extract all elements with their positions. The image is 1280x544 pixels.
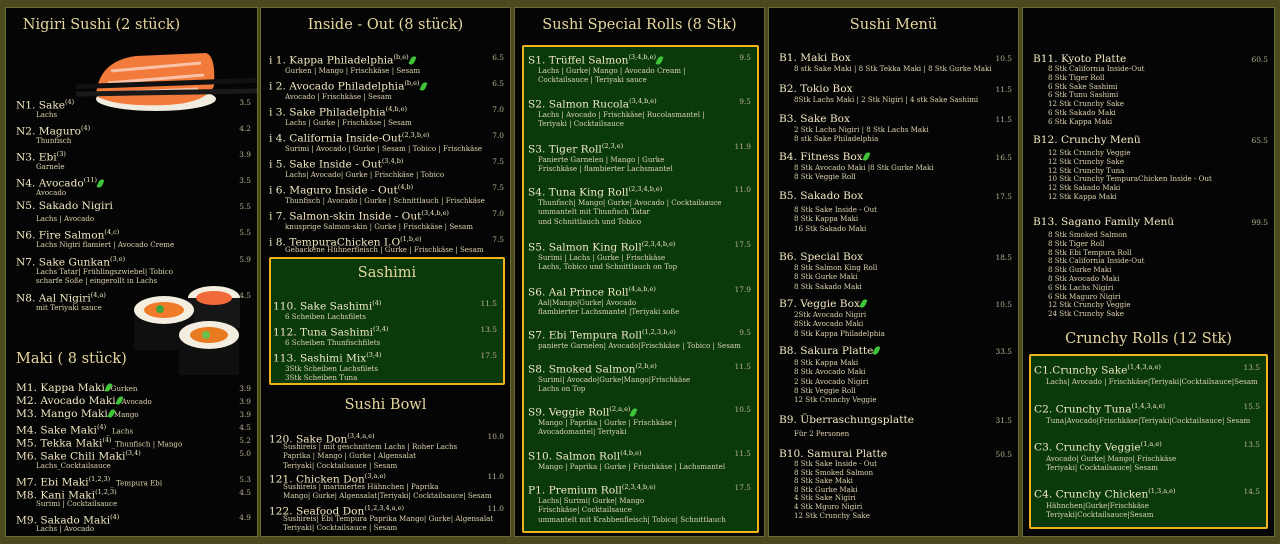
item-name: N2. Maguro$^{(4)}$ <box>16 124 91 138</box>
item-description: Lachs| Surimi| Gurke| Mango Frischkäse| Cocktailsauce ummantelt mit Krabbenfleisch| Tobico| Schnittlauch <box>538 496 726 524</box>
item-price: 31.5 <box>995 416 1012 425</box>
item-description: 8 stk Sake Maki | 8 Stk Tekka Maki | 8 Stk Gurke Maki <box>794 64 992 73</box>
item-description: knusprige Salmon-skin | Gurke | Frischkäse | Sesam <box>285 222 473 231</box>
allergen-codes: (1,2,3) <box>88 475 111 483</box>
item-description: Lachs | Gurke| Mango | Avocado Cream | Cocktailsauce | Teriyaki sauce <box>538 66 686 85</box>
item-name: 110. Sake Sashimi$^{(4)}$ <box>273 299 382 313</box>
item-price: 7.5 <box>492 183 504 192</box>
allergen-codes: (4) <box>372 299 382 307</box>
item-description: 8Stk Lachs Maki | 2 Stk Nigiri | 4 stk Sake Sashimi <box>794 95 979 104</box>
item-description: Sushireis | mit geschnittem Lachs | Roher Lachs Paprika | Mango | Gurke | Algensalat Teriyaki| Cocktailsauce | Sesam <box>283 442 458 470</box>
panel-nigiri <box>5 7 258 537</box>
item-price: 7.0 <box>492 131 504 140</box>
item-description: Lachs Nigiri flamiert | Avocado Creme <box>36 240 175 249</box>
item-name: C4. Crunchy Chicken$^{(1,3,a,e)}$ <box>1034 487 1176 501</box>
item-name: M5. Tekka Maki$^{(4)}$_Thunfisch | Mango <box>16 436 183 450</box>
item-price: 17.5 <box>734 240 751 249</box>
item-price: 7.5 <box>492 157 504 166</box>
item-name: S6. Aal Prince Roll$^{(4,a,b,e)}$ <box>528 285 656 299</box>
item-name: i 2. Avocado Philadelphia$^{(b,e)}$ <box>269 77 426 94</box>
item-description: 6 Scheiben Lachsfilets <box>285 312 367 321</box>
item-price: 11.5 <box>995 115 1012 124</box>
item-description: 8 Stk Avocado Maki |8 Stk Gurke Maki 8 Stk Veggie Roll <box>794 163 934 182</box>
item-price: 33.5 <box>995 347 1012 356</box>
allergen-codes: (1,2,3,b,e) <box>642 328 676 336</box>
allergen-codes: (2,3,b,e) <box>401 131 430 139</box>
item-price: 11.9 <box>734 142 751 151</box>
item-name: S7. Ebi Tempura Roll$^{(1,2,3,b,e)}$ <box>528 328 676 342</box>
item-price: 9.5 <box>739 97 751 106</box>
item-description: Sushireis| Ebi Tempura Paprika Mango| Gurke| Algensalat Teriyaki| Cocktailsauce | Sesam <box>283 514 494 533</box>
item-description: Avocado| Gurke| Mango| Frischkäse Teriyaki| Cocktailsauce| Sesam <box>1046 454 1177 473</box>
allergen-codes: (2,3,e) <box>601 142 624 150</box>
allergen-codes: (11) <box>83 176 98 184</box>
item-description: _Thunfisch | Mango <box>111 439 183 449</box>
item-name: M8. Kani Maki$^{(1,2,3)}$ <box>16 488 117 502</box>
item-name: 113. Sashimi Mix$^{(3,4)}$ <box>273 351 382 365</box>
item-price: 14.5 <box>1243 487 1260 496</box>
allergen-codes: (4) <box>80 124 91 132</box>
item-name: B8. Sakura Platte <box>779 345 879 358</box>
item-name: B12. Crunchy Menü <box>1033 134 1141 146</box>
item-description: Mango <box>113 410 139 419</box>
item-name: 120. Sake Don$^{(3,4,a,e)}$ <box>269 432 375 446</box>
item-description: Lachs Tatar| Frühlingszwiebel| Tobico scharfe Soße | eingerollt in Lachs <box>36 267 174 286</box>
menu-title: Sushi Menü <box>849 17 938 33</box>
item-description: 3Stk Scheiben Lachsfilets 3Stk Scheiben Tuna <box>285 364 379 383</box>
item-description: Gurken | Mango | Frischkäse | Sesam <box>285 66 421 75</box>
item-description: panierte Garnelen| Avocado|Frischkäse | Tobico | Sesam <box>538 341 741 350</box>
item-price: 18.5 <box>995 253 1012 262</box>
allergen-codes: (3) <box>56 150 66 158</box>
item-price: 65.5 <box>1251 136 1268 145</box>
allergen-codes: (4,a) <box>90 291 106 299</box>
item-description: Avocado <box>36 188 67 197</box>
allergen-codes: (4) <box>65 98 75 106</box>
item-description: Thunfisch <box>36 136 72 145</box>
vegan-leaf-icon <box>97 178 105 188</box>
vegan-leaf-icon <box>408 55 416 65</box>
item-name: 122. Seafood Don$^{(1,2,3,4,a,e)}$ <box>269 504 404 518</box>
item-description: 8 Stk Sake Inside - Out 8 Stk Smoked Salmon 8 Stk Sake Maki 8 Stk Gurke Maki 4 Stk Sake Nigiri 4 Stk Mguro Nigiri 12 Stk Crunchy Sake <box>794 459 878 520</box>
item-name: B3. Sake Box <box>779 113 851 125</box>
item-name: i 7. Salmon-skin Inside - Out$^{(3,4,b,e)}$ <box>269 209 449 223</box>
item-description: Gurken <box>110 384 138 393</box>
item-price: 11.0 <box>487 472 504 481</box>
item-name: 112. Tuna Sashimi$^{(3,4)}$ <box>273 325 389 339</box>
item-name: i 6. Maguro Inside - Out$^{(4,b)}$ <box>269 183 414 197</box>
item-name: M6. Sake Chili Maki$^{(3,4)}$ <box>16 449 141 463</box>
item-name: S3. Tiger Roll$^{(2,3,e)}$ <box>528 142 624 156</box>
crunchy-title: Crunchy Rolls (12 Stk) <box>1065 331 1232 347</box>
item-name: S8. Smoked Salmon$^{(2,b,e)}$ <box>528 362 657 376</box>
item-name: N7. Sake Gunkan$^{(3,e)}$ <box>16 255 126 269</box>
item-name: C1.Crunchy Sake$^{(1,4,3,a,e)}$ <box>1034 363 1161 377</box>
item-price: 10.5 <box>734 405 751 414</box>
item-name: B13. Sagano Family Menü <box>1033 216 1175 228</box>
item-price: 11.5 <box>995 85 1012 94</box>
item-name: B9. Überraschungsplatte <box>779 414 915 426</box>
panel-special-rolls <box>514 7 765 537</box>
item-name: M7. Ebi Maki$^{(1,2,3)}$_ Tempura Ebi <box>16 475 163 489</box>
item-price: 5.3 <box>239 475 251 484</box>
item-name: S4. Tuna King Roll$^{(2,3,4,b,e)}$ <box>528 185 663 199</box>
allergen-codes: (4,c) <box>104 228 120 236</box>
vegan-leaf-icon <box>419 81 427 91</box>
item-price: 11.5 <box>734 362 751 371</box>
item-description: Lachs <box>36 110 58 119</box>
item-description: Surimi| Avocado|Gurke|Mango|Frischkäse Lachs on Top <box>538 375 691 394</box>
item-price: 3.5 <box>239 98 251 107</box>
item-name: M3. Mango Maki Mango <box>16 408 139 420</box>
special-box <box>522 45 759 533</box>
item-name: M9. Sakado Maki$^{(4)}$ <box>16 513 120 527</box>
item-price: 6.5 <box>492 53 504 62</box>
allergen-codes: (2,3,4,b,e) <box>621 483 656 491</box>
item-description: Gebackene Hühnerfleisch | Gurke | Frischkäse | Sesam <box>285 245 484 254</box>
item-description: Avocado <box>121 397 152 406</box>
item-price: 11.0 <box>487 504 504 513</box>
allergen-codes: (3,4) <box>125 449 141 457</box>
item-price: 17.5 <box>995 192 1012 201</box>
item-price: 3.9 <box>239 384 251 393</box>
allergen-codes: (4,b,e) <box>385 105 408 113</box>
allergen-codes: (3,4) <box>366 351 382 359</box>
item-name: N5. Sakado Nigiri <box>16 200 113 212</box>
item-description: Lachs | Avocado <box>36 524 95 533</box>
item-description: Lachs | Avocado <box>36 214 95 223</box>
allergen-codes: (1,2,3,4,a,e) <box>364 504 404 512</box>
item-price: 5.5 <box>239 228 251 237</box>
item-description: Mango | Paprika | Gurke | Frischkäse | Lachsmantel <box>538 462 726 471</box>
item-price: 11.5 <box>734 449 751 458</box>
allergen-codes: (3,4,a,e) <box>347 432 375 440</box>
item-description: Lachs| Avocado| Gurke | Frischkäse | Tobico <box>285 170 445 179</box>
item-description: 8 Stk Sake Inside - Out 8 Stk Kappa Maki 16 Stk Sakado Maki <box>794 205 878 233</box>
platter-list <box>1033 53 1275 333</box>
vegan-leaf-icon <box>873 345 881 355</box>
inside-list <box>269 51 511 261</box>
allergen-codes: (b,e) <box>404 79 420 87</box>
allergen-codes: (1,2,3) <box>95 488 117 496</box>
item-price: 3.9 <box>239 397 251 406</box>
item-name: S9. Veggie Roll$^{(2,a,e)}$ <box>528 403 636 420</box>
item-description: Hähnchen|Gurke|Frischkäse Teriyaki|Cocktailsauce|Sesam <box>1046 501 1154 520</box>
bowl-list <box>269 430 511 535</box>
item-price: 99.5 <box>1251 218 1268 227</box>
item-name: i 4. California Inside-Out$^{(2,3,b,e)}$ <box>269 131 430 145</box>
allergen-codes: (2,3,4,b,e) <box>641 240 676 248</box>
vegan-leaf-icon <box>630 407 638 417</box>
item-description: Avocado | Frischkäse | Sesam <box>285 92 392 101</box>
item-description: Für 2 Personen <box>794 429 850 438</box>
item-description: Garnele <box>36 162 65 171</box>
item-name: N3. Ebi$^{(3)}$ <box>16 150 66 164</box>
allergen-codes: (4,b) <box>397 183 414 191</box>
item-description: Thunfisch| Mango| Gurke| Avocado | Cocktailsauce ummantelt mit Thunfisch Tatar und Schnittlauch und Tobico <box>538 198 722 226</box>
item-description: Lachs| Avocado | Frischkäse|Teriyaki|Cocktailsauce|Sesam <box>1046 377 1258 386</box>
item-price: 3.9 <box>239 150 251 159</box>
item-price: 13.5 <box>480 325 497 334</box>
allergen-codes: (1,b,e) <box>400 235 422 243</box>
allergen-codes: (4,a,b,e) <box>628 285 656 293</box>
item-name: i 8. TempuraChicken $I.O^{(1,b,e)}$ <box>269 235 422 249</box>
item-name: B2. Tokio Box <box>779 83 853 95</box>
item-price: 4.5 <box>239 488 251 497</box>
item-description: 8 Stk Smoked Salmon 8 Stk Tiger Roll 8 Stk Ebi Tempura Roll 8 Stk California Inside-Out 8 Stk Gurke Maki 8 Stk Avocado Maki 6 Stk Lachs Nigiri 6 Stk Maguro Nigiri 12 Stk Crunchy Veggie 24 Stk Crunchy Sake <box>1048 230 1145 319</box>
allergen-codes: (4,b,e) <box>620 449 642 457</box>
item-description: Thunfisch | Avocado | Gurke | Schnittlauch | Frischkäse <box>285 196 485 205</box>
item-description: Surimi | Cocktailsauce <box>36 499 118 508</box>
allergen-codes: (4) <box>96 423 107 431</box>
maki-title: Maki ( 8 stück) <box>16 351 127 367</box>
item-price: 3.9 <box>239 410 251 419</box>
item-description: 2Stk Avocado Nigiri 8Stk Avocado Maki 8 Stk Kappa Philadelphia <box>794 310 885 338</box>
item-name: S2. Salmon Rucola$^{(3,4,b,e)}$ <box>528 97 657 111</box>
allergen-codes: (b,e) <box>393 53 409 61</box>
allergen-codes: (1,a,e) <box>1140 440 1162 448</box>
allergen-codes: (1,3,a,e) <box>1148 487 1176 495</box>
panel-sushi-menu <box>768 7 1019 537</box>
item-price: 9.5 <box>739 53 751 62</box>
item-description: 12 Stk Crunchy Veggie 12 Stk Crunchy Sake 12 Stk Crunchy Tuna 10 Stk Crunchy TempuraChicken Inside - Out 12 Stk Sakado Maki 12 Stk Kappa Maki <box>1048 148 1212 201</box>
item-name: S5. Salmon King Roll$^{(2,3,4,b,e)}$ <box>528 240 676 254</box>
item-price: 17.5 <box>734 483 751 492</box>
item-description: Sushireis | mariniertes Hähnchen | Paprika Mango| Gurke| Algensalat|Teriyaki| Cocktailsauce| Sesam <box>283 482 492 501</box>
item-price: 10.0 <box>487 432 504 441</box>
allergen-codes: (4) <box>110 513 120 521</box>
item-name: C3. Crunchy Veggie$^{(1,a,e)}$ <box>1034 440 1162 454</box>
allergen-codes: (3,a,e) <box>364 472 386 480</box>
bowl-title: Sushi Bowl <box>344 397 427 413</box>
allergen-codes: (3,4,b) <box>381 157 404 165</box>
sashimi-box <box>269 257 505 385</box>
item-price: 16.5 <box>995 153 1012 162</box>
item-name: i 5. Sake Inside - Out$^{(3,4,b)}$ <box>269 157 404 171</box>
item-price: 4.2 <box>239 124 251 133</box>
item-description: 8 Stk Salmon King Roll 8 Stk Gurke Maki 8 Stk Sakado Maki <box>794 263 878 291</box>
item-description: Lachs_Cocktailsauce <box>36 461 111 470</box>
item-description: Surimi | Avocado | Gurke | Sesam | Tobico | Frischkäse <box>285 144 483 153</box>
item-price: 5.0 <box>239 449 251 458</box>
allergen-codes: (1,4,3,a,e) <box>1127 363 1161 371</box>
item-name: M1. Kappa Maki Gurken <box>16 382 138 394</box>
item-description: Tuna|Avocado|Frischkäse|Teriyaki|Cocktailsauce| Sesam <box>1046 416 1251 425</box>
item-price: 13.5 <box>1243 440 1260 449</box>
item-description: 2 Stk Lachs Nigiri | 8 Stk Lachs Maki 8 stk Sake Philadelphia <box>794 125 929 144</box>
item-price: 17.9 <box>734 285 751 294</box>
item-name: B5. Sakado Box <box>779 190 864 202</box>
item-name: B6. Special Box <box>779 251 864 263</box>
item-price: 5.5 <box>239 202 251 211</box>
item-name: B10. Samurai Platte <box>779 448 888 460</box>
item-name: P1. Premium Roll$^{(2,3,4,b,e)}$ <box>528 483 656 497</box>
item-price: 10.5 <box>995 300 1012 309</box>
allergen-codes: (2,b,e) <box>635 362 657 370</box>
item-price: 4.5 <box>239 423 251 432</box>
allergen-codes: (3,e) <box>110 255 126 263</box>
item-name: S1. Trüffel Salmon$^{(3,4,b,e)}$ <box>528 51 662 68</box>
item-name: N8. Aal Nigiri$^{(4,a)}$ <box>16 291 106 305</box>
item-price: 7.5 <box>492 235 504 244</box>
item-description: Mango | Paprika | Gurke | Frischkäse | Avocadomantel| Teriyaki <box>538 418 677 437</box>
item-price: 15.5 <box>1243 402 1260 411</box>
panel-platters <box>1022 7 1275 537</box>
item-name: N1. Sake$^{(4)}$ <box>16 98 75 112</box>
item-description: 8 Stk California Inside-Out 8 Stk Tiger Roll 6 Stk Sake Sashimi 6 Stk Tunu Sashimi 12 Stk Crunchy Sake 6 Stk Sakado Maki 6 Stk Kappa Maki <box>1048 64 1145 126</box>
inside-title: Inside - Out (8 stück) <box>307 17 464 33</box>
item-description: 6 Scheiben Thunfischfilets <box>285 338 381 347</box>
item-price: 7.0 <box>492 105 504 114</box>
item-price: 5.9 <box>239 255 251 264</box>
item-price: 17.5 <box>480 351 497 360</box>
maki-list <box>16 382 258 532</box>
item-description: Lachs | Avocado | Frischkäse| Rucolasmantel | Teriyaki | Cocktailsauce <box>538 110 705 129</box>
special-title: Sushi Special Rolls (8 Stk) <box>542 17 737 33</box>
item-name: B11. Kyoto Platte <box>1033 53 1127 65</box>
item-name: 121. Chicken Don$^{(3,a,e)}$ <box>269 472 386 486</box>
item-name: N6. Fire Salmon$^{(4,c)}$ <box>16 228 120 242</box>
item-name: B7. Veggie Box <box>779 298 866 311</box>
nigiri-title: Nigiri Sushi (2 stück) <box>22 17 181 33</box>
crunchy-box <box>1029 354 1268 529</box>
item-price: 4.5 <box>239 291 251 300</box>
item-price: 13.5 <box>1243 363 1260 372</box>
panel-inside-out <box>260 7 511 537</box>
item-price: 4.9 <box>239 513 251 522</box>
allergen-codes: (2,3,4,b,e) <box>628 185 663 193</box>
item-description: 8 Stk Kappa Maki 8 Stk Avocado Maki 2 Stk Avocado Nigiri 8 Stk Veggie Roll 12 Stk Crunchy Veggie <box>794 358 877 405</box>
vegan-leaf-icon <box>860 298 868 308</box>
item-price: 9.5 <box>739 328 751 337</box>
vegan-leaf-icon <box>656 55 664 65</box>
allergen-codes: (3,4,b,e) <box>628 53 657 61</box>
item-description: Aal|Mango|Gurke| Avocado flambierter Lachsmantel |Teriyaki soße <box>538 298 680 317</box>
item-price: 50.5 <box>995 450 1012 459</box>
item-name: i 3. Sake Philadelphia$^{(4,b,e)}$ <box>269 105 408 119</box>
item-price: 5.2 <box>239 436 251 445</box>
allergen-codes: (3,4,b,e) <box>421 209 449 217</box>
item-name: C2. Crunchy Tuna$^{(1,4,3,a,e)}$ <box>1034 402 1166 416</box>
item-price: 60.5 <box>1251 55 1268 64</box>
item-name: N4. Avocado$^{(11)}$ <box>16 174 103 191</box>
item-description: Lachs | Gurke | Frischkäse | Sesam <box>285 118 412 127</box>
item-name: B1. Maki Box <box>779 52 851 64</box>
item-price: 10.5 <box>995 54 1012 63</box>
item-price: 3.5 <box>239 176 251 185</box>
item-description: _ Tempura Ebi <box>110 478 163 488</box>
item-price: 6.5 <box>492 79 504 88</box>
item-name: B4. Fitness Box <box>779 151 869 164</box>
allergen-codes: (4) <box>102 436 112 444</box>
vegan-leaf-icon <box>862 151 870 161</box>
item-name: M2. Avocado Maki Avocado <box>16 395 152 407</box>
item-description: Panierte Garnelen | Mango | Gurke Frischkäse | flambierter Lachsmantel <box>538 155 673 174</box>
item-name: S10. Salmon Roll$^{(4,b,e)}$ <box>528 449 642 463</box>
item-price: 7.0 <box>492 209 504 218</box>
allergen-codes: (1,4,3,a,e) <box>1131 402 1166 410</box>
item-name: i 1. Kappa Philadelphia$^{(b,e)}$ <box>269 51 415 68</box>
item-description: Surimi | Lachs | Gurke | Frischkäse Lachs, Tobico und Schnittlauch on Top <box>538 253 678 272</box>
allergen-codes: (2,a,e) <box>609 405 631 413</box>
sashimi-title: Sashimi <box>357 265 417 281</box>
item-name: M4. Sake Maki$^{(4)}$_ Lachs <box>16 423 134 437</box>
nigiri-list <box>16 96 258 326</box>
allergen-codes: (3,4,b,e) <box>629 97 657 105</box>
allergen-codes: (3,4) <box>373 325 389 333</box>
item-price: 11.0 <box>734 185 751 194</box>
menu-list <box>779 52 1019 532</box>
item-price: 11.5 <box>480 299 497 308</box>
item-description: mit Teriyaki sauce <box>36 303 102 312</box>
item-description: _ Lachs <box>106 426 134 436</box>
